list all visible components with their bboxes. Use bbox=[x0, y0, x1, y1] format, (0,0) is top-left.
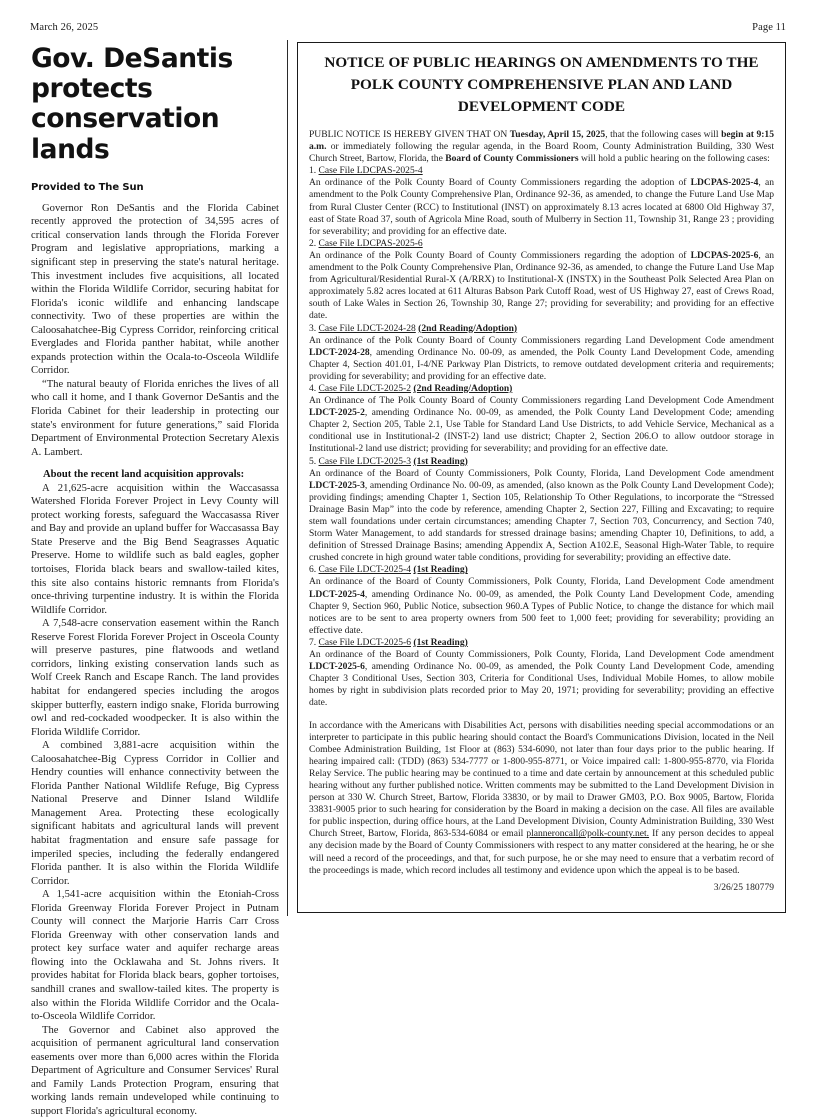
article-paragraph: Governor Ron DeSantis and the Florida Cabinet recently approved the protection of 34,595 acres of critical conservation lands through the Florida Forever Program and legislative appropriations, marking a significant step in preserving the state's natural heritage. This investment includes five acquisitions, all located within the Florida Wildlife Corridor, securing habitat for Florida's iconic wildlife and enhancing landscape connectivity. Two of these properties are within the Caloosahatchee-Big Cypress Corridor, reinforcing critical Everglades and Florida panther habitat, while another expands protection within the Ocala-to-Osceola Wildlife Corridor. bbox=[31, 202, 279, 377]
article-column bbox=[31, 44, 279, 1118]
case-number: 4. bbox=[309, 382, 319, 394]
article-body-bottom bbox=[31, 482, 279, 1118]
case-file-heading bbox=[309, 456, 774, 468]
case-number: 3. bbox=[309, 322, 319, 334]
legal-notice-title: NOTICE OF PUBLIC HEARINGS ON AMENDMENTS TO THE POLK COUNTY COMPREHENSIVE PLAN AND LAND DEVELOPMENT CODE bbox=[324, 54, 759, 115]
issue-date: March 26, 2025 bbox=[30, 22, 99, 33]
case-number: 5. bbox=[309, 455, 319, 467]
ada-accommodation-paragraph: In accordance with the Americans with Disabilities Act, persons with disabilities needing special accommodations or an interpreter to participate in this public hearing should contact the Board's Communications Division, located in the Neil Combee Administration Building, 1st Floor at (863) 534-6090, not later than four days prior to the public hearing. If hearing impaired call: (TDD) (863) 534-7777 or 1-800-955-8771, or Voice impaired call: 1-800-955-8770, via Florida Relay Service. The public hearing may be continued to a time and date certain by announcement at this scheduled public hearing without any further published notice. Written comments may be submitted to the Land Development Division in person at 330 W. Church Street, Bartow, Florida 33830, or by mail to Drawer GM03, P.O. Box 9005, Bartow, Florida 33831-9005 prior to such hearing for consideration by the Board in making a decision on the case. All files are available for public inspection, during office hours, at the Land Development Division, County Administration Building, 330 West Church Street, Bartow, Florida, 863-534-6084 or email planneroncall@polk-county.net. If any person decides to appeal any decision made by the Board of County Commissioners with respect to any matter considered at the hearing, he or she will need a record of the proceedings, and that, for such purpose, he or she may need to ensure that a verbatim record of the proceedings is made, which record includes all testimony and evidence upon which the appeal is to be based. bbox=[309, 719, 774, 876]
article-headline: Gov. DeSantis protects conservation lands bbox=[31, 43, 233, 165]
case-number: 7. bbox=[309, 636, 319, 648]
page-number: Page 11 bbox=[752, 22, 786, 33]
case-description: An ordinance of the Polk County Board of County Commissioners regarding the adoption of LDCPAS-2025-4, an amendment to the Polk County Comprehensive Plan, Ordinance 92-36, as amended, to change the Future Land Use Map from Rural Cluster Center (RCC) to Institutional (INST) on approximately 8.13 acres located at 6800 Old Highway 37, east of State Road 37, south of Agricola Mine Road, south of Mulberry in Section 11, Township 31, Range 23 ; providing for severability; and providing for an effective date. bbox=[309, 177, 774, 237]
case-file-label: Case File LDCT-2025-6 bbox=[318, 636, 412, 648]
article-paragraph: A 21,625-acre acquisition within the Waccasassa Watershed Florida Forever Project in Levy County will protect working forests, safeguard the Waccasassa River and Bay and provide an upland buffer for Waccasassa Bay State Preserve and the Big Bend Seagrasses Aquatic Preserve. Home to wildlife such as bald eagles, gopher tortoises, Florida black bears and swallow-tailed kites, this site also contains historic remnants from Florida's once-thriving turpentine industry. It is within the Florida Wildlife Corridor. bbox=[31, 482, 279, 616]
case-number: 6. bbox=[309, 564, 319, 576]
legal-notice-reference: 3/26/25 180779 bbox=[713, 881, 774, 893]
case-file-label: Case File LDCT-2025-3 bbox=[318, 455, 412, 467]
article-paragraph: The Governor and Cabinet also approved the acquisition of permanent agricultural land conservation easements over more than 6,000 acres within the Florida Department of Agriculture and Consumer Services' Rural and Family Lands Protection Program, ensuring that working lands remain undeveloped while continuing to support Florida's agricultural economy. bbox=[31, 1024, 279, 1117]
case-file-label: Case File LDCT-2025-4 bbox=[318, 564, 412, 576]
case-file-heading bbox=[309, 383, 774, 395]
case-description: An ordinance of the Board of County Commissioners, Polk County, Florida, Land Development Code amendment LDCT-2025-4, amending Ordinance No. 00-09, as amended, the Polk County Land Development Code, amending Chapter 9, Section 960, Public Notice, subsection 960.A Types of Public Notice, to change the distance for which mail notices are to be sent to area property owners from 500 feet to 1,000 feet; providing for severability; providing an effective date. bbox=[309, 576, 774, 636]
legal-notice-box bbox=[297, 42, 786, 913]
article-subhead: About the recent land acquisition approvals: bbox=[43, 469, 245, 481]
case-description: An Ordinance of The Polk County Board of County Commissioners regarding Land Development Code Amendment LDCT-2025-2, amending Ordinance No. 00-09, as amended, the Polk County Land Development Code; amending Chapter 2, Section 205, Table 2.1, Use Table for Standard Land Use Districts, to add Vehicle Service, Mechanical as a conditional use in Institutional-2 (INST-2) land use district; Chapter 2, Section 206.O to allow outdoor storage in Institutional-2 land use district; providing for severability; and providing for an effective date. bbox=[309, 395, 774, 455]
case-reading-status: (1st Reading) bbox=[413, 564, 468, 576]
article-byline: Provided to The Sun bbox=[31, 181, 144, 193]
case-file-label: Case File LDCPAS-2025-4 bbox=[318, 165, 423, 177]
case-file-label: Case File LDCT-2025-2 bbox=[318, 382, 412, 394]
case-description: An ordinance of the Polk County Board of County Commissioners regarding Land Development Code amendment LDCT-2024-28, amending Ordinance No. 00-09, as amended, the Polk County Land Development Code, amending Chapter 4, Section 401.01, I-4/NE Parkway Plan Districts, to remove outdated development criteria and requirements; providing for severability; and providing for an effective date. bbox=[309, 334, 774, 382]
case-file-heading bbox=[309, 165, 774, 177]
case-reading-status: (1st Reading) bbox=[413, 636, 468, 648]
case-file-label: Case File LDCT-2024-28 bbox=[318, 322, 416, 334]
case-file-heading bbox=[309, 564, 774, 576]
legal-notice-cases bbox=[309, 165, 774, 709]
article-paragraph: A 7,548-acre conservation easement within the Ranch Reserve Forest Florida Forever Project in Osceola County will preserve pastures, pine flatwoods and wetland corridors, linking existing conservation lands such as Wolf Creek Ranch and Escape Ranch. The land provides habitat for endangered species including the arogos skipper butterfly, eastern indigo snake, Florida burrowing owl and red-cockaded woodpecker. It is also within the Florida Wildlife Corridor. bbox=[31, 618, 279, 738]
article-paragraph: A 1,541-acre acquisition within the Etoniah-Cross Florida Greenway Florida Forever Project in Putnam County will connect the Marjorie Harris Carr Cross Florida Greenway with other conservation lands and protect key surface water and aquifer recharge areas flowing into the Ocklawaha and St. Johns rivers. It provides habitat for Florida black bears, gopher tortoises, sandhill cranes and swallow-tailed kites. The property is also within the Florida Wildlife Corridor and the Ocala-to-Osceola Wildlife Corridor. bbox=[31, 889, 279, 1023]
case-reading-status: (2nd Reading/Adoption) bbox=[418, 322, 518, 334]
running-head bbox=[30, 22, 786, 33]
case-file-heading bbox=[309, 323, 774, 335]
case-file-heading bbox=[309, 238, 774, 250]
column-divider-rule bbox=[287, 40, 288, 916]
case-description: An ordinance of the Board of County Commissioners, Polk County, Florida, Land Development Code amendment LDCT-2025-3, amending Ordinance No. 00-09, as amended, (also known as the Polk County Land Development Code); providing findings; amending Chapter 1, Section 105, Relationship To Other Regulations, to incorporate the “Stressed Drainage Basin Map” into the code by reference, amending Chapter 2, Section 227, Filling and Excavating; to require stem wall foundations under certain circumstances; amending Chapter 7, Section 703, Concurrency, and Section 740, Storm Water Management, to add standards for stressed drainage basins; amending Chapter 10, Definitions, to add, a definition of Stressed Drainage Basins; amending Appendix A, Section A102.E, Seasonal High-Water Table, to require crushed concrete in high ground water table conditions, providing for severability; providing an effective date. bbox=[309, 467, 774, 564]
legal-notice-intro: PUBLIC NOTICE IS HEREBY GIVEN THAT ON Tuesday, April 15, 2025, that the following cases will begin at 9:15 a.m. or immediately following the regular agenda, in the Board Room, County Administration Building, 330 West Church Street, Bartow, Florida, the Board of County Commissioners will hold a public hearing on the following cases: bbox=[309, 129, 774, 165]
case-description: An ordinance of the Board of County Commissioners, Polk County, Florida, Land Development Code amendment LDCT-2025-6, amending Ordinance No. 00-09, as amended, the Polk County Land Development Code, amending Chapter 3 Conditional Uses, Section 303, Criteria for Conditional Uses, Individual Mobile Homes, to allow mobile homes by right in subdivision plats recorded prior to May 20, 1971; providing for severability; providing an effective date. bbox=[309, 649, 774, 709]
article-paragraph: “The natural beauty of Florida enriches the lives of all who call it home, and I thank Governor DeSantis and the Florida Cabinet for their leadership in protecting our state's environment for future generations,” said Florida Department of Environmental Protection Secretary Alexis A. Lambert. bbox=[31, 378, 279, 458]
case-number: 2. bbox=[309, 237, 319, 249]
case-reading-status: (2nd Reading/Adoption) bbox=[413, 382, 513, 394]
case-reading-status: (1st Reading) bbox=[413, 455, 468, 467]
case-description: An ordinance of the Polk County Board of County Commissioners regarding the adoption of LDCPAS-2025-6, an amendment to the Polk County Comprehensive Plan, Ordinance 92-36, as amended, to change the Future Land Use Map from Agricultural/Residential Rural-X (A/RRX) to Institutional-X (INSTX) in the Southeast Polk Selected Area Plan on approximately 5.82 acres located at 611 Alturas Babson Park Cutoff Road, west of US Highway 27, east of Crews Road, south of Lake Wales in Section 26, Township 30, Range 27; providing for severability; and providing for an effective date. bbox=[309, 249, 774, 322]
case-number: 1. bbox=[309, 165, 319, 177]
article-paragraph: A combined 3,881-acre acquisition within the Caloosahatchee-Big Cypress Corridor in Collier and Hendry counties will enhance connectivity between the Florida Panther National Wildlife Refuge, Big Cypress National Preserve and Dinner Island Wildlife Management Area. Protecting these ecologically significant habitats and agricultural lands will prevent habitat fragmentation and ensure safe passage for imperiled species, including the federally endangered Florida panther. It is also within the Florida Wildlife Corridor. bbox=[31, 740, 279, 887]
case-file-label: Case File LDCPAS-2025-6 bbox=[318, 237, 423, 249]
article-body-top bbox=[31, 202, 279, 459]
case-file-heading bbox=[309, 637, 774, 649]
